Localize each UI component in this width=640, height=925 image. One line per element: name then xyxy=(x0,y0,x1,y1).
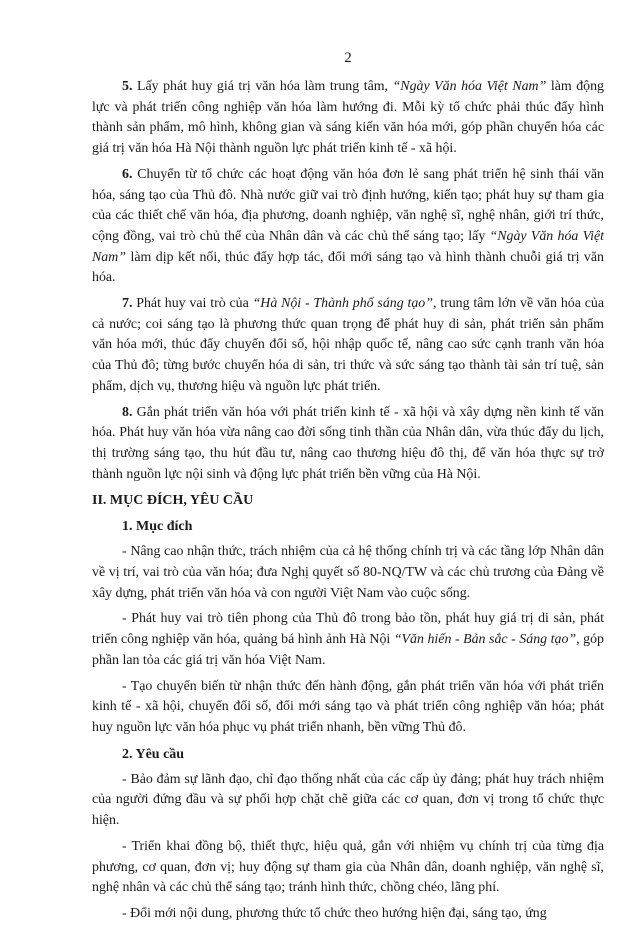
item-number: 6. xyxy=(122,166,133,182)
document-body xyxy=(92,77,604,925)
item-number: 5. xyxy=(122,79,133,94)
body-paragraph xyxy=(92,609,604,671)
section-heading: II. MỤC ĐÍCH, YÊU CẦU xyxy=(92,493,254,509)
paragraph-text: , trung tâm lớn về văn hóa của cả nước; coi sáng tạo là phương thức quan trọng để phát huy di sản, phát triển sản phẩm văn hóa mới, thúc đẩy chuyển đổi số, hội nhập quốc tế, nâng cao sức cạnh tranh văn hóa của Thủ đô; từng bước chuyển hóa di sản, tri thức và sức sáng tạo thành tài sản trí tuệ, sản phẩm, dịch vụ, thương hiệu và nguồn lực phát triển. xyxy=(92,296,604,394)
paragraph-text: làm dịp kết nối, thúc đẩy hợp tác, đổi mới sáng tạo và hình thành chuỗi giá trị văn hóa. xyxy=(92,249,604,286)
quoted-title: “Hà Nội - Thành phố sáng tạo” xyxy=(252,296,433,312)
quoted-title: “Văn hiến - Bản sắc - Sáng tạo” xyxy=(393,632,577,648)
page-number: 2 xyxy=(344,50,352,66)
paragraph-text: - Triển khai đồng bộ, thiết thực, hiệu quả, gắn với nhiệm vụ chính trị của từng địa phương, cơ quan, đơn vị; huy động sự tham gia của Nhân dân, doanh nghiệp, văn nghệ sĩ, nghệ nhân và các chủ thể sáng tạo; tránh hình thức, chồng chéo, lãng phí. xyxy=(92,838,604,896)
paragraph-text: làm động lực và phát triển công nghiệp văn hóa làm hướng đi. Mỗi kỳ tổ chức phải thúc đẩy hình thành sản phẩm, mô hình, không gian và sáng kiến văn hóa mới, góp phần chuyển hóa các giá trị văn hóa Hà Nội thành nguồn lực phát triển kinh tế - xã hội. xyxy=(92,79,604,157)
body-paragraph xyxy=(92,403,604,486)
paragraph-text: - Phát huy vai trò tiên phong của Thủ đô trong bảo tồn, phát huy giá trị di sản, phát triển công nghiệp văn hóa, quảng bá hình ảnh Hà Nội xyxy=(92,611,604,648)
paragraph-text: Lấy phát huy giá trị văn hóa làm trung tâm, xyxy=(132,79,393,94)
paragraph-text: - Bảo đảm sự lãnh đạo, chỉ đạo thống nhất của các cấp ủy đảng; phát huy trách nhiệm của người đứng đầu và sự phối hợp chặt chẽ giữa các cơ quan, đơn vị trong tổ chức thực hiện. xyxy=(92,771,604,829)
body-paragraph xyxy=(92,294,604,398)
paragraph-text: - Đổi mới nội dung, phương thức tổ chức theo hướng hiện đại, sáng tạo, ứng xyxy=(122,905,547,921)
body-paragraph xyxy=(92,837,604,899)
body-paragraph xyxy=(92,770,604,832)
paragraph-text: - Tạo chuyển biến từ nhận thức đến hành động, gắn phát triển văn hóa với phát triển kinh tế - xã hội, chuyển đổi số, đổi mới sáng tạo và phát triển công nghiệp văn hóa; phát huy nguồn lực văn hóa phục vụ phát triển nhanh, bền vững Thủ đô. xyxy=(92,678,604,735)
body-paragraph xyxy=(92,677,604,739)
body-paragraph xyxy=(92,77,604,160)
item-number: 7. xyxy=(122,296,133,312)
item-number: 8. xyxy=(122,404,133,420)
body-paragraph xyxy=(92,165,604,289)
paragraph-text: - Nâng cao nhận thức, trách nhiệm của cả hệ thống chính trị và các tầng lớp Nhân dân về vị trí, vai trò của văn hóa; đưa Nghị quyết số 80-NQ/TW và các chủ trương của Đảng về xây dựng, phát triển văn hóa và con người Việt Nam vào cuộc sống. xyxy=(92,544,604,601)
body-paragraph xyxy=(92,542,604,604)
body-paragraph xyxy=(92,904,604,925)
quoted-title: “Ngày Văn hóa Việt Nam” xyxy=(92,228,604,265)
quoted-title: “Ngày Văn hóa Việt Nam” xyxy=(392,79,547,94)
section-heading: 1. Mục đích xyxy=(122,519,193,535)
paragraph-text: Gắn phát triển văn hóa với phát triển kinh tế - xã hội và xây dựng nền kinh tế văn hóa. Phát huy văn hóa vừa nâng cao đời sống tinh thần của Nhân dân, vừa thúc đẩy du lịch, thị trường sáng tạo, thu hút đầu tư, nâng cao thương hiệu đô thị, để văn hóa thực sự trở thành nguồn lực nội sinh và động lực phát triển bền vững của Hà Nội. xyxy=(92,404,604,482)
section-heading: 2. Yêu cầu xyxy=(122,746,185,762)
paragraph-text: Chuyển từ tổ chức các hoạt động văn hóa đơn lẻ sang phát triển hệ sinh thái văn hóa, sáng tạo của Thủ đô. Nhà nước giữ vai trò định hướng, kiến tạo; phát huy sự tham gia của các thiết chế văn hóa, địa phương, doanh nghiệp, văn nghệ sĩ, nghệ nhân, giới trí thức, cộng đồng, vai trò chủ thể của Nhân dân và các chủ thể sáng tạo; lấy xyxy=(92,166,604,244)
paragraph-text: Phát huy vai trò của xyxy=(132,296,253,312)
paragraph-text: , góp phần lan tỏa các giá trị văn hóa Việt Nam. xyxy=(92,632,604,668)
